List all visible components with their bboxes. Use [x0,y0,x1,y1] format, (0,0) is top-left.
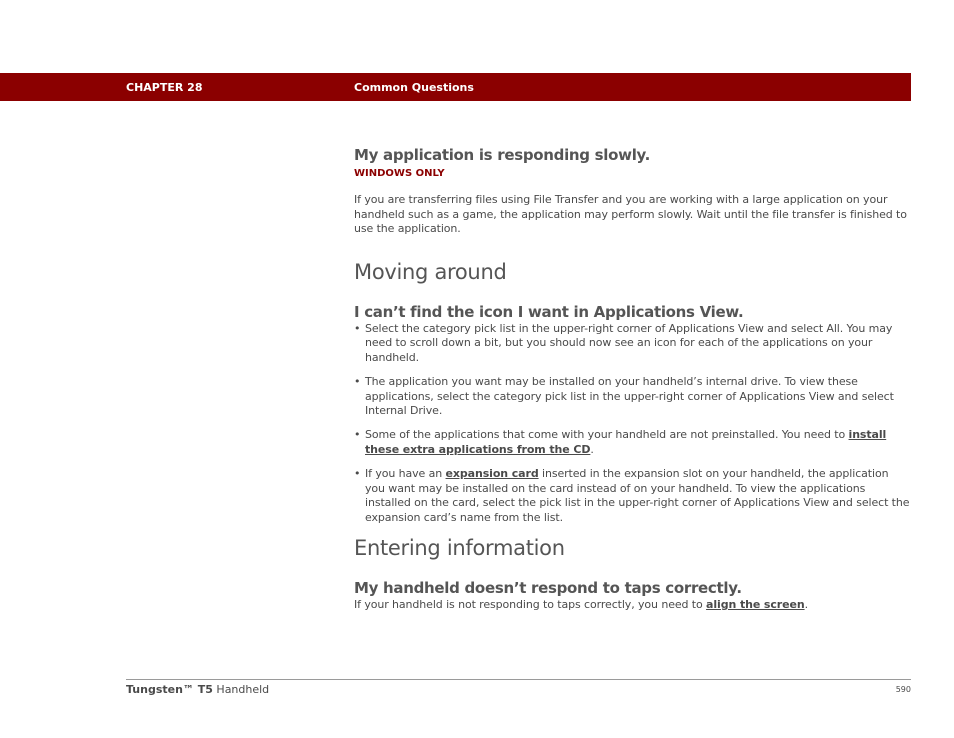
bullet-marker: • [354,375,361,389]
bullet-marker: • [354,467,361,481]
list-item [354,467,911,525]
bullet-marker: • [354,428,361,442]
answer-taps-lead: If your handheld is not responding to taps correctly, you need to [354,597,707,611]
footer-product-suffix: Handheld [212,683,270,696]
install-extra-apps-link[interactable]: install these extra applications from the CD [365,428,887,456]
answer-taps [354,598,911,613]
footer-product-name [126,683,269,696]
windows-only-tag: WINDOWS ONLY [354,168,445,179]
question-heading-find-icon: I can’t find the icon I want in Applications View. [354,302,744,321]
bullet-marker: • [354,321,361,335]
list-item [354,375,911,419]
footer-brand: Tungsten™ T5 [126,683,213,696]
answer-taps-tail: . [804,597,808,611]
bullet-text: The application you want may be installed on your handheld’s internal drive. To view these applications, select the category pick list in the upper-right corner of Applications View and select Internal Drive. [365,375,894,418]
answer-bullet-list [354,322,911,526]
bullet-text: Select the category pick list in the upper-right corner of Applications View and select All. You may need to scroll down a bit, but you should now see an icon for each of the applications on your handheld. [365,321,893,364]
list-item [354,428,911,457]
bullet-text [365,428,911,457]
bullet-text-lead: If you have an [365,467,446,481]
list-item [354,322,911,366]
chapter-number: CHAPTER 28 [126,81,203,94]
section-title-entering-information: Entering information [354,535,565,560]
footer-divider [126,679,911,680]
bullet-text [365,467,911,525]
chapter-header-bar [0,73,911,101]
page-number: 590 [895,685,911,694]
question-heading-slow-app: My application is responding slowly. [354,146,651,164]
answer-slow-app: If you are transferring files using File Transfer and you are working with a large application on your handheld such as a game, the application may perform slowly. Wait until the file transfer is finished to use the application. [354,193,907,236]
expansion-card-link[interactable]: expansion card [445,467,539,481]
bullet-text-lead: Some of the applications that come with your handheld are not preinstalled. You need to [365,428,849,442]
question-heading-taps: My handheld doesn’t respond to taps correctly. [354,578,742,597]
chapter-title: Common Questions [354,81,474,94]
section-title-moving-around: Moving around [354,259,507,284]
main-content [354,145,911,613]
bullet-text-tail: inserted in the expansion slot on your handheld, the application you want may be installed on the card instead of on your handheld. To view the applications installed on the card, select the pick list in the upper-right corner of Applications View and select the expansion card’s name from the list. [365,467,910,524]
align-screen-link[interactable]: align the screen [706,597,805,611]
bullet-text-tail: . [590,442,594,456]
